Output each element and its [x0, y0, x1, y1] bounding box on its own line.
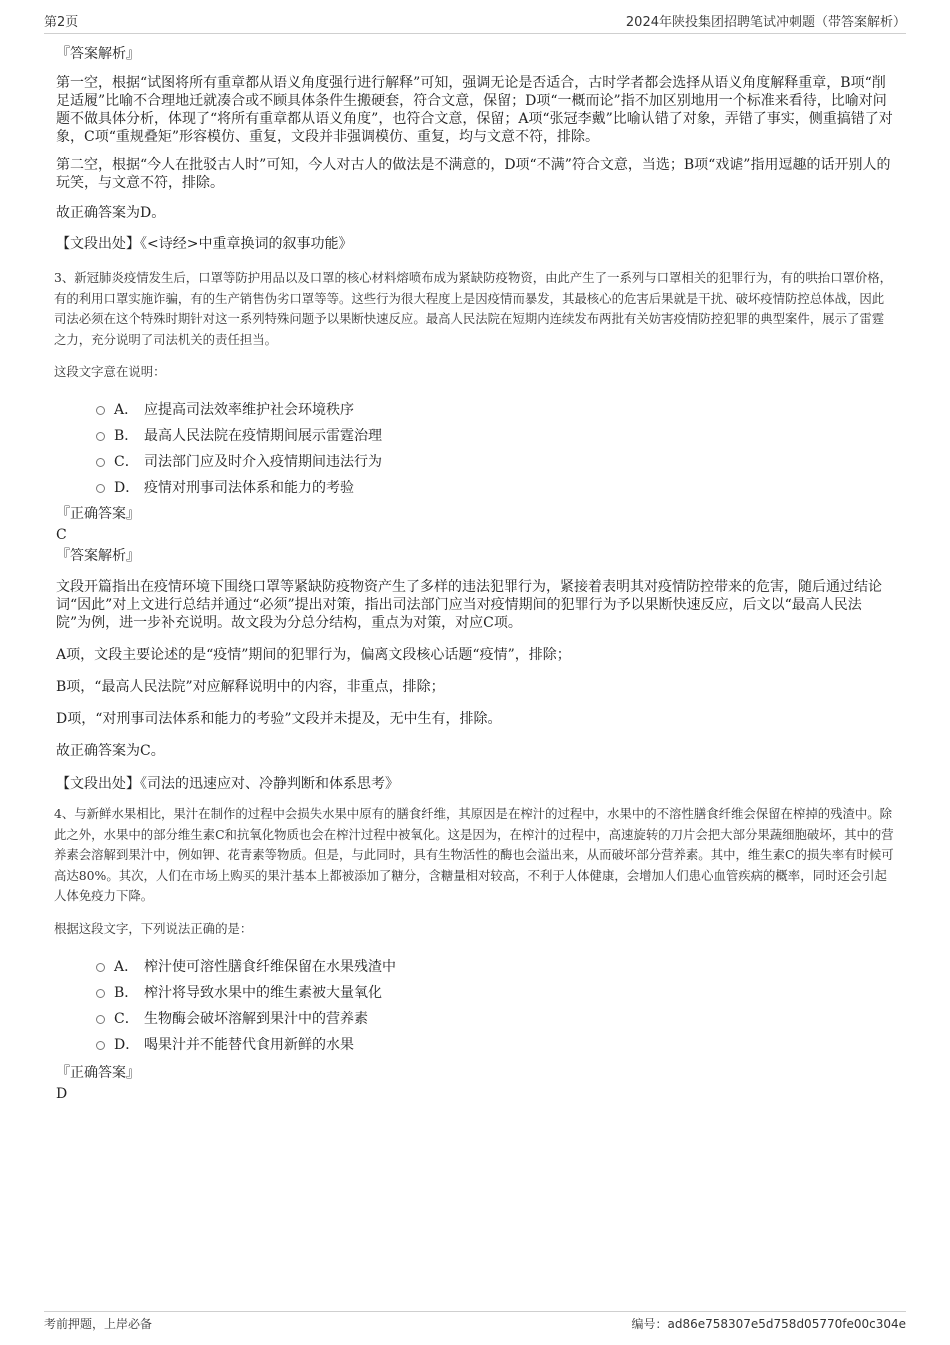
option-list — [96, 396, 896, 500]
correct-answer: C — [56, 527, 67, 543]
document-body — [56, 44, 896, 1103]
analysis-paragraph: 第一空，根据“试图将所有重章都从语义角度强行进行解释”可知，强调无论是否适合，古时学者都会选择从语义角度解释重章，B项“削足适履”比喻不合理地迁就凑合或不顾具体条件生搬硬套，符合文意，保留；D项“一概而论”指不加区别地用一个标准来看待，比喻对问题不做具体分析，体现了“将所有重章都从语义角度”，也符合文意，保留；A项“张冠李戴”比喻认错了对象，弄错了事实，侧重搞错了对象，C项“重规叠矩”形容模仿、重复，文段并非强调模仿、重复，均与文意不符，排除。 — [56, 75, 893, 145]
page-footer — [44, 1311, 906, 1331]
page-header — [44, 14, 906, 34]
question-prompt: 这段文字意在说明： — [54, 364, 166, 379]
question-prompt: 根据这段文字，下列说法正确的是： — [54, 920, 253, 936]
option-list — [96, 953, 896, 1057]
option-d[interactable] — [96, 1031, 896, 1057]
analysis-paragraph: B项，“最高人民法院”对应解释说明中的内容，非重点，排除； — [56, 679, 445, 695]
option-text: 司法部门应及时介入疫情期间违法行为 — [144, 454, 382, 470]
conclusion-line: 故正确答案为D。 — [56, 205, 166, 221]
option-letter: B． — [114, 984, 139, 1001]
footer-slogan: 考前押题，上岸必备 — [44, 1317, 153, 1331]
radio-icon[interactable] — [96, 484, 105, 493]
radio-icon[interactable] — [96, 1041, 105, 1050]
option-text: 生物酶会破坏溶解到果汁中的营养素 — [144, 1010, 368, 1027]
document-code: 编号：ad86e758307e5d758d05770fe00c304e — [631, 1317, 906, 1331]
radio-icon[interactable] — [96, 406, 105, 415]
radio-icon[interactable] — [96, 432, 105, 441]
correct-answer-label: 『正确答案』 — [56, 1064, 140, 1081]
option-d[interactable] — [96, 474, 896, 500]
radio-icon[interactable] — [96, 1015, 105, 1024]
option-a[interactable] — [96, 953, 896, 979]
document-title: 2024年陕投集团招聘笔试冲刺题（带答案解析） — [625, 15, 906, 30]
source-citation: 【文段出处】《司法的迅速应对、冷静判断和体系思考》 — [56, 776, 399, 792]
question-text: 4、与新鲜水果相比，果汁在制作的过程中会损失水果中原有的膳食纤维，其原因是在榨汁的过程中，水果中的不溶性膳食纤维会保留在榨掉的残渣中。除此之外，水果中的部分维生素C和抗氧化物质也会在榨汁过程中被氧化。这是因为，在榨汁的过程中，高速旋转的刀片会把大部分果蔬细胞破坏，其中的营养素会溶解到果汁中，例如钾、花青素等物质。但是，与此同时，具有生物活性的酶也会溢出来，从而破坏部分营养素。其中，维生素C的损失率有时候可高达80%。其次，人们在市场上购买的果汁基本上都被添加了糖分，含糖量相对较高，不利于人体健康，会增加人们患心血管疾病的概率，同时还会引起人体免疫力下降。 — [54, 806, 894, 903]
option-b[interactable] — [96, 422, 896, 448]
radio-icon[interactable] — [96, 989, 105, 998]
analysis-paragraph: 第二空，根据“今人在批驳古人时”可知，今人对古人的做法是不满意的，D项“不满”符合文意，当选；B项“戏谑”指用逗趣的话开别人的玩笑，与文意不符，排除。 — [56, 157, 891, 191]
option-text: 榨汁使可溶性膳食纤维保留在水果残渣中 — [144, 958, 396, 975]
radio-icon[interactable] — [96, 458, 105, 467]
analysis-paragraph: D项，“对刑事司法体系和能力的考验”文段并未提及，无中生有，排除。 — [56, 711, 502, 727]
option-c[interactable] — [96, 1005, 896, 1031]
option-text: 榨汁将导致水果中的维生素被大量氧化 — [144, 984, 382, 1001]
analysis-paragraph: 文段开篇指出在疫情环境下围绕口罩等紧缺防疫物资产生了多样的违法犯罪行为，紧接着表明其对疫情防控带来的危害，随后通过结论词“因此”对上文进行总结并通过“必须”提出对策，指出司法部门应当对疫情期间的犯罪行为予以果断快速反应，后文以“最高人民法院”为例，进一步补充说明。故文段为分总分结构，重点为对策，对应C项。 — [56, 579, 882, 631]
correct-answer: D — [56, 1085, 68, 1102]
option-text: 最高人民法院在疫情期间展示雷霆治理 — [144, 428, 382, 444]
radio-icon[interactable] — [96, 963, 105, 972]
source-citation: 【文段出处】《<诗经>中重章换词的叙事功能》 — [56, 236, 353, 252]
option-a[interactable] — [96, 396, 896, 422]
correct-answer-label: 『正确答案』 — [56, 506, 140, 522]
option-letter: C． — [114, 1010, 139, 1027]
option-letter: D． — [114, 480, 140, 496]
option-letter: C． — [114, 454, 139, 470]
analysis-paragraph: A项，文段主要论述的是“疫情”期间的犯罪行为，偏离文段核心话题“疫情”，排除； — [56, 647, 571, 663]
option-letter: B． — [114, 428, 139, 444]
option-c[interactable] — [96, 448, 896, 474]
option-letter: A． — [114, 958, 139, 975]
option-b[interactable] — [96, 979, 896, 1005]
option-text: 应提高司法效率维护社会环境秩序 — [144, 402, 354, 418]
option-text: 喝果汁并不能替代食用新鲜的水果 — [144, 1036, 354, 1053]
question-text: 3、新冠肺炎疫情发生后，口罩等防护用品以及口罩的核心材料熔喷布成为紧缺防疫物资，由此产生了一系列与口罩相关的犯罪行为，有的哄抬口罩价格，有的利用口罩实施诈骗，有的生产销售伪劣口罩等等。这些行为很大程度上是因疫情而暴发，其最核心的危害后果就是干扰、破坏疫情防控总体战，因此司法必须在这个特殊时期针对这一系列特殊问题予以果断快速反应。最高人民法院在短期内连续发布两批有关妨害疫情防控犯罪的典型案件，展示了雷霆之力，充分说明了司法机关的责任担当。 — [54, 270, 893, 347]
page-number: 第2页 — [44, 15, 79, 30]
option-letter: A． — [114, 402, 139, 418]
analysis-label: 『答案解析』 — [56, 548, 140, 564]
analysis-label: 『答案解析』 — [56, 46, 140, 62]
conclusion-line: 故正确答案为C。 — [56, 743, 165, 759]
option-letter: D． — [114, 1036, 140, 1053]
option-text: 疫情对刑事司法体系和能力的考验 — [144, 480, 354, 496]
